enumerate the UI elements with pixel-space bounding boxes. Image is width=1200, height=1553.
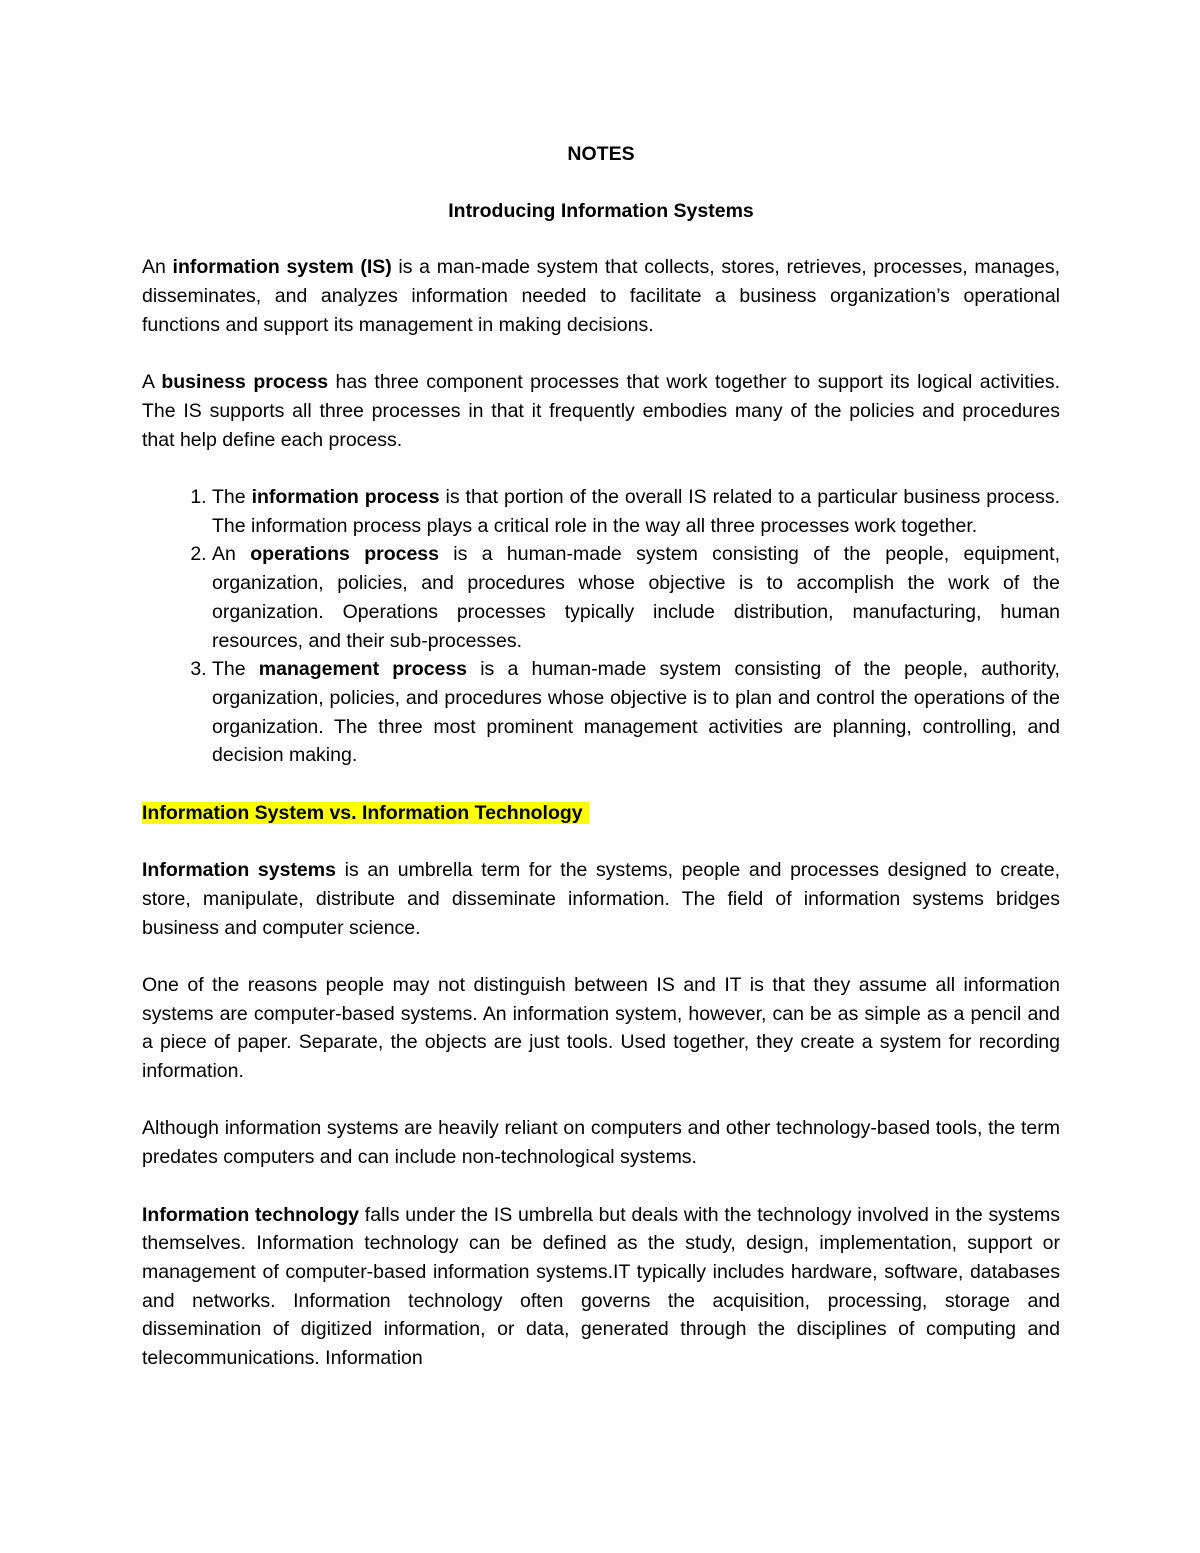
- document-body: [142, 140, 1060, 1373]
- reasons-paragraph: One of the reasons people may not distinguish between IS and IT is that they assume all information systems are computer-based systems. An information system, however, can be as simple as a pencil and a piece of paper. Separate, the objects are just tools. Used together, they create a system for recording information.: [142, 973, 1060, 1083]
- section-heading: [142, 799, 1060, 828]
- list-item-pre: The: [212, 486, 252, 508]
- list-item-post: is a human-made system consisting of the people, authority, organization, policies, and procedures whose objective is to plan and control the operations of the organization. The three most prominent management activities are planning, controlling, and decision making.: [212, 658, 1060, 767]
- intro-term: information system (IS): [172, 256, 392, 279]
- is-definition-term: Information systems: [142, 859, 336, 882]
- intro-paragraph: [142, 253, 1060, 339]
- business-process-term: business process: [161, 371, 329, 394]
- process-list: [142, 483, 1060, 770]
- intro-pre: An: [142, 256, 173, 279]
- list-item-information-process: [212, 483, 1060, 540]
- business-process-pre: A: [142, 371, 162, 394]
- list-item-pre: The: [212, 658, 259, 681]
- list-item-term: operations process: [250, 543, 439, 566]
- is-definition-paragraph: [142, 856, 1060, 942]
- page-title: NOTES: [567, 143, 635, 165]
- list-item-operations-process: [212, 540, 1060, 655]
- intro-post: is a man-made system that collects, stores, retrieves, processes, manages, disseminates, and analyzes information needed to facilitate a business organization’s operational functions and support its management in making decisions.: [142, 256, 1060, 336]
- is-definition-post: is an umbrella term for the systems, people and processes designed to create, store, manipulate, distribute and disseminate information. The field of information systems bridges business and computer science.: [142, 859, 1060, 939]
- although-paragraph: Although information systems are heavily reliant on computers and other technology-based tools, the term predates computers and can include non-technological systems.: [142, 1117, 1060, 1169]
- list-item-post: is that portion of the overall IS related to a particular business process. The information process plays a critical role in the way all three processes work together.: [212, 486, 1060, 537]
- page-subtitle: Introducing Information Systems: [448, 199, 754, 222]
- it-definition-paragraph: [142, 1201, 1060, 1373]
- list-item-term: information process: [251, 486, 440, 508]
- list-item-post: is a human-made system consisting of the people, equipment, organization, policies, and procedures whose objective is to accomplish the work of the organization. Operations processes typically include distribution, manufacturing, human resources, and their sub-processes.: [212, 543, 1060, 652]
- business-process-post: has three component processes that work together to support its logical activities. The IS supports all three processes in that it frequently embodies many of the policies and procedures that help define each process.: [142, 371, 1060, 451]
- it-definition-term: Information technology: [142, 1203, 360, 1226]
- list-item-term: management process: [258, 658, 468, 681]
- section-heading-text: Information System vs. Information Technology: [142, 802, 589, 824]
- business-process-paragraph: [142, 368, 1060, 454]
- list-item-management-process: [212, 655, 1060, 770]
- list-item-pre: An: [212, 543, 251, 566]
- it-definition-post: falls under the IS umbrella but deals with the technology involved in the systems themselves. Information technology can be defined as the study, design, implementation, support or management of computer-based information systems.IT typically includes hardware, software, databases and networks. Information technology often governs the acquisition, processing, storage and dissemination of digitized information, or data, generated through the disciplines of computing and telecommunications. Information: [142, 1203, 1060, 1370]
